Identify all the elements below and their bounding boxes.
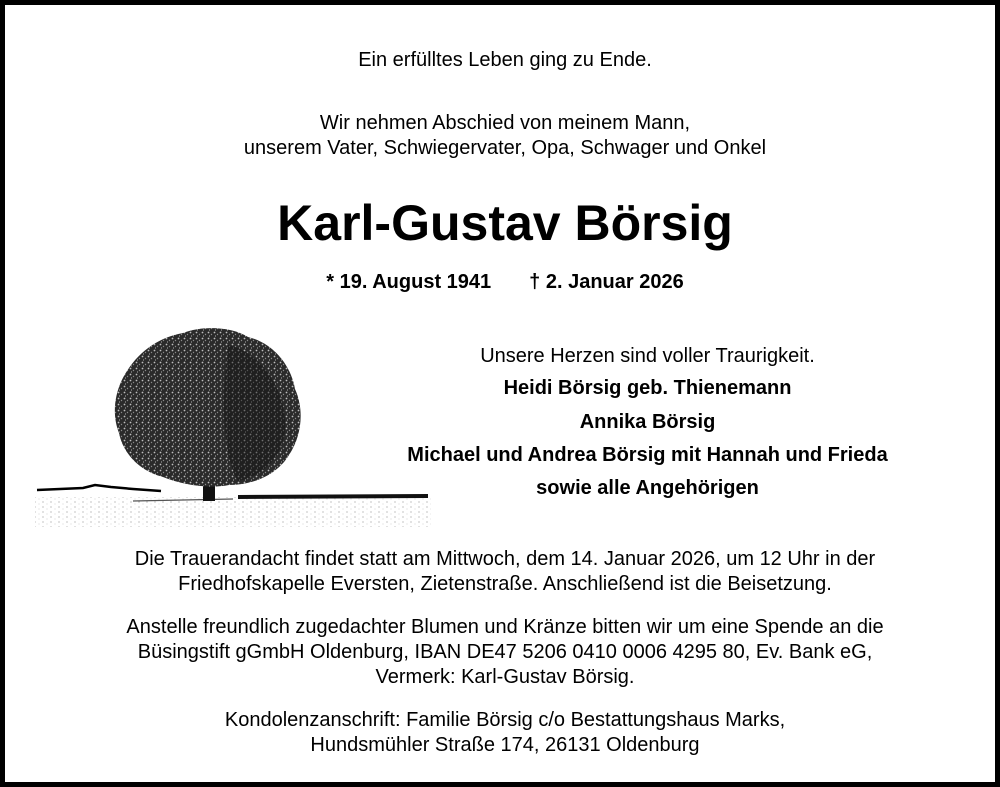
service-line-2: Friedhofskapelle Eversten, Zietenstraße. Anschließend ist die Beisetzung.	[178, 573, 832, 595]
condolence-line-1: Kondolenzanschrift: Familie Börsig c/o Bestattungshaus Marks,	[224, 709, 786, 731]
mourner-name: Heidi Börsig geb. Thienemann	[503, 377, 792, 399]
life-dates	[5, 271, 1000, 294]
deceased-name: Karl-Gustav Börsig	[277, 195, 733, 251]
mourner-name: sowie alle Angehörigen	[536, 477, 759, 499]
donation-line-1: Anstelle freundlich zugedachter Blumen und Kränze bitten wir um eine Spende an die	[126, 616, 884, 638]
condolence-line-2: Hundsmühler Straße 174, 26131 Oldenburg	[310, 734, 700, 756]
intro-text: Ein erfülltes Leben ging zu Ende.	[358, 49, 652, 71]
mourner-name: Michael und Andrea Börsig mit Hannah und Frieda	[407, 444, 888, 466]
death-date: † 2. Januar 2026	[529, 271, 684, 293]
donation-line-2: Büsingstift gGmbH Oldenburg, IBAN DE47 5206 0410 0006 4295 80, Ev. Bank eG,	[137, 641, 873, 663]
donation-line-3: Vermerk: Karl-Gustav Börsig.	[375, 666, 635, 688]
farewell-line-2: unserem Vater, Schwiegervater, Opa, Schwager und Onkel	[243, 137, 767, 159]
farewell-line-1: Wir nehmen Abschied von meinem Mann,	[319, 112, 691, 134]
mourners-lead: Unsere Herzen sind voller Traurigkeit.	[480, 345, 815, 367]
mourner-name: Annika Börsig	[579, 411, 716, 433]
service-line-1: Die Trauerandacht findet statt am Mittwoch, dem 14. Januar 2026, um 12 Uhr in der	[134, 548, 876, 570]
birth-date: * 19. August 1941	[326, 271, 492, 293]
